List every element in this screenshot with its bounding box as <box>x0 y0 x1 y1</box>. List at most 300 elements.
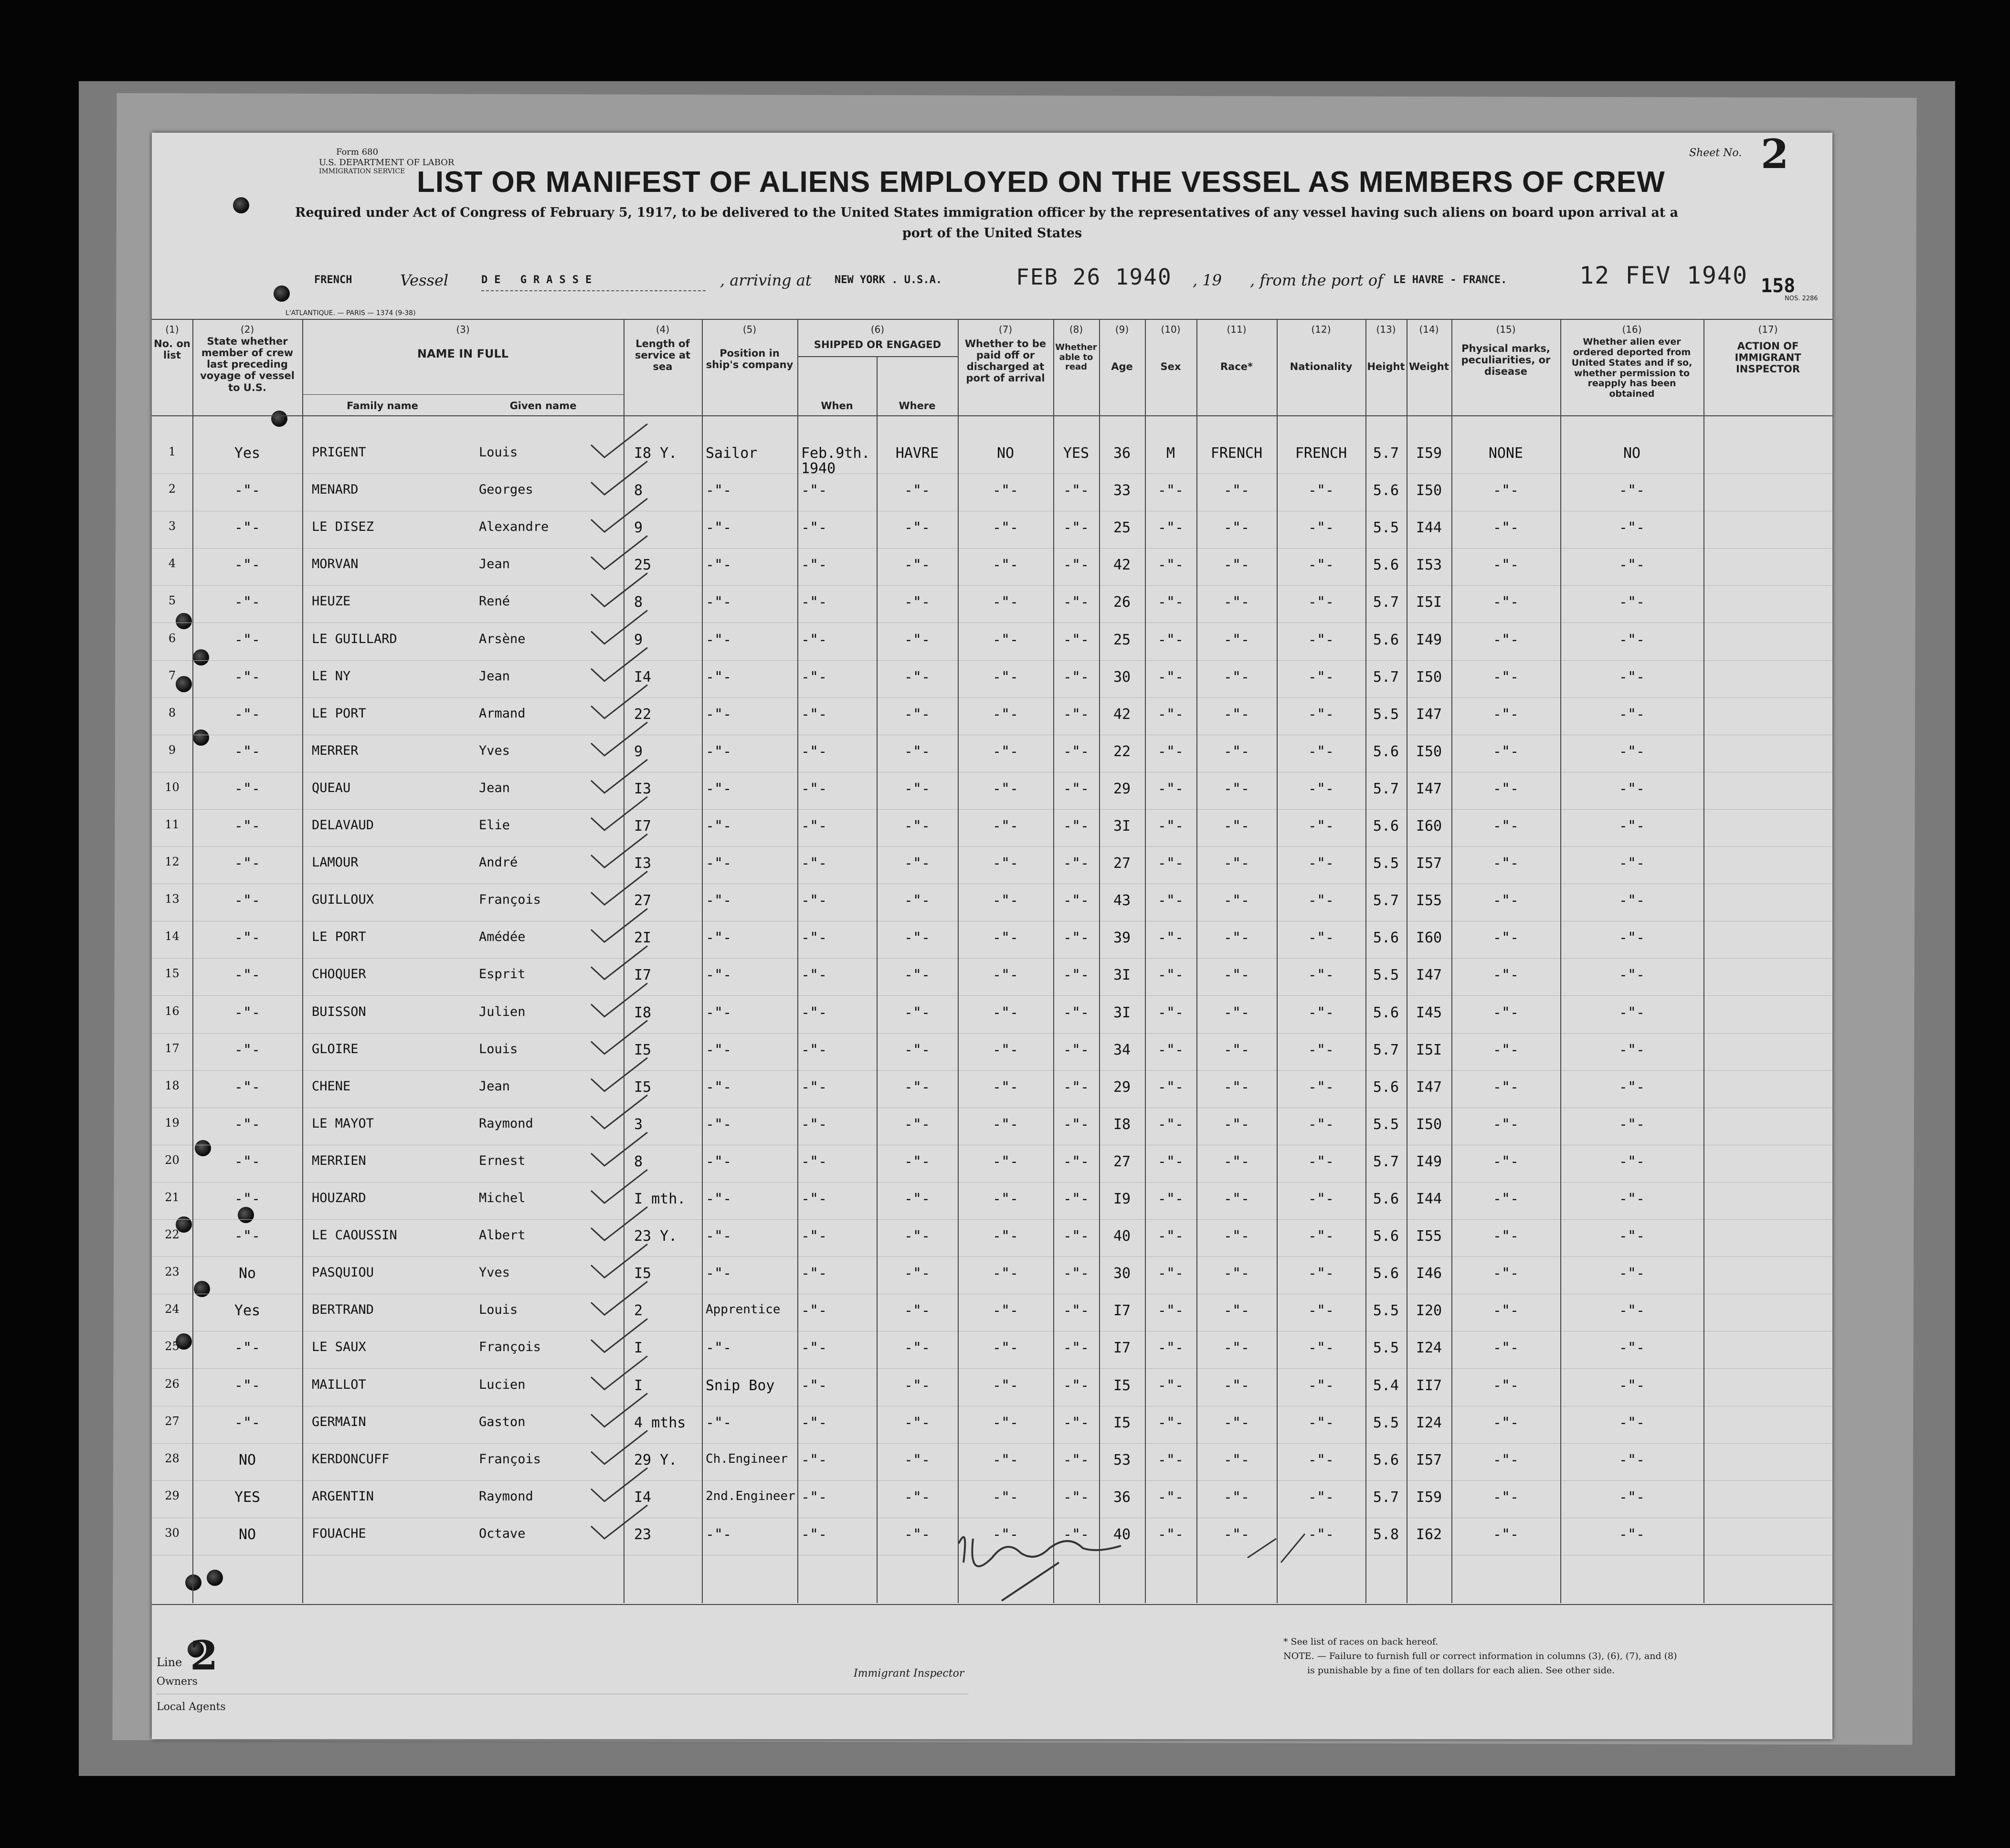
row-number: 24 <box>165 1302 180 1316</box>
able-to-read-cell: -"- <box>1063 1116 1090 1133</box>
physical-marks-cell: -"- <box>1492 743 1519 760</box>
sex-cell: -"- <box>1157 818 1184 834</box>
race-cell: -"- <box>1223 743 1250 760</box>
position-cell: -"- <box>706 557 732 574</box>
row-number: 16 <box>165 1004 180 1018</box>
age-cell: 43 <box>1113 892 1131 909</box>
paid-off-cell: -"- <box>992 855 1019 872</box>
family-name-cell: PRIGENT <box>312 445 366 460</box>
height-cell: 5.6 <box>1373 1078 1399 1096</box>
weight-cell: I49 <box>1416 1153 1442 1170</box>
able-to-read-cell: -"- <box>1063 967 1090 984</box>
weight-cell: I59 <box>1416 1489 1442 1506</box>
check-mark <box>591 1431 647 1464</box>
physical-marks-cell: -"- <box>1492 1489 1519 1506</box>
shipped-where-cell: -"- <box>904 743 931 760</box>
position-cell: Apprentice <box>706 1302 781 1317</box>
penalty-note-2: is punishable by a fine of ten dollars for each alien. See other side. <box>1307 1665 1615 1676</box>
race-cell: -"- <box>1223 594 1250 611</box>
sex-cell: -"- <box>1157 594 1184 611</box>
position-cell: -"- <box>706 1004 732 1021</box>
race-cell: -"- <box>1223 1078 1250 1096</box>
given-name-cell: André <box>479 855 518 870</box>
family-name-cell: LE DISEZ <box>312 519 374 535</box>
able-to-read-cell: -"- <box>1063 1526 1090 1543</box>
shipped-where-cell: -"- <box>904 594 931 611</box>
height-cell: 5.6 <box>1373 743 1399 760</box>
deported-cell: -"- <box>1619 1377 1645 1394</box>
col-9-header: Age <box>1111 361 1133 372</box>
age-cell: 3I <box>1113 818 1131 834</box>
service-length-cell: I5 <box>634 1078 652 1096</box>
height-cell: 5.6 <box>1373 1004 1399 1021</box>
previous-voyage-cell: NO <box>238 1526 256 1543</box>
given-name-cell: François <box>479 1451 541 1467</box>
line-name: FRENCH <box>314 274 352 286</box>
nationality-cell: -"- <box>1308 1451 1334 1468</box>
sex-cell: -"- <box>1157 519 1184 537</box>
able-to-read-cell: -"- <box>1063 557 1090 574</box>
arrival-port: NEW YORK . U.S.A. <box>835 274 942 286</box>
shipped-when-cell: -"- <box>801 1489 827 1506</box>
paid-off-cell: -"- <box>992 743 1019 760</box>
check-mark <box>591 573 647 606</box>
check-mark <box>591 498 647 532</box>
service-length-cell: I mth. <box>634 1191 686 1207</box>
given-name-cell: Jean <box>479 557 510 572</box>
physical-marks-cell: -"- <box>1492 1116 1519 1133</box>
weight-cell: I45 <box>1416 1004 1442 1021</box>
weight-cell: I50 <box>1416 482 1442 499</box>
previous-voyage-cell: -"- <box>234 1004 261 1021</box>
service-length-cell: 8 <box>634 1153 643 1170</box>
service-length-cell: 2I <box>634 929 652 947</box>
weight-cell: I47 <box>1416 706 1442 723</box>
service-length-cell: 2 <box>634 1302 643 1320</box>
given-name-cell: Georges <box>479 482 533 497</box>
check-mark <box>591 536 647 569</box>
race-cell: -"- <box>1223 967 1250 984</box>
row-number: 18 <box>165 1078 180 1092</box>
given-name-cell: Michel <box>479 1191 526 1205</box>
position-cell: -"- <box>706 743 732 760</box>
race-cell: -"- <box>1223 1302 1250 1320</box>
sex-cell: -"- <box>1157 1414 1184 1431</box>
shipped-where-cell: -"- <box>904 1302 931 1320</box>
able-to-read-cell: -"- <box>1063 1265 1090 1282</box>
row-number: 19 <box>165 1116 180 1130</box>
service-length-cell: 8 <box>634 594 643 611</box>
given-name-cell: Ernest <box>479 1153 526 1168</box>
previous-voyage-cell: -"- <box>234 1340 261 1357</box>
able-to-read-cell: -"- <box>1063 706 1090 723</box>
sex-cell: -"- <box>1157 892 1184 909</box>
col-6-header: SHIPPED OR ENGAGED <box>814 339 942 350</box>
height-cell: 5.5 <box>1373 706 1399 723</box>
form-number: Form 680 <box>336 147 379 157</box>
service-length-cell: 9 <box>634 519 643 537</box>
col-1-header: No. on list <box>154 338 190 361</box>
position-cell: Ch.Engineer <box>706 1451 788 1466</box>
service-length-cell: 23 Y. <box>634 1228 677 1245</box>
physical-marks-cell: -"- <box>1492 929 1519 947</box>
age-cell: 29 <box>1113 780 1131 797</box>
family-name-cell: MERRIEN <box>312 1153 366 1168</box>
shipped-where-cell: -"- <box>904 818 931 834</box>
given-name-cell: Albert <box>479 1228 526 1243</box>
shipped-where-cell: -"- <box>904 1377 931 1394</box>
col-11-header: Race* <box>1220 361 1253 372</box>
nationality-cell: -"- <box>1308 1414 1334 1431</box>
given-name-cell: Amédée <box>479 929 526 945</box>
weight-cell: I47 <box>1416 967 1442 984</box>
row-number: 15 <box>165 967 180 981</box>
shipped-when-year-cell: 1940 <box>801 460 836 477</box>
service-length-cell: I8 Y. <box>634 445 677 462</box>
shipped-where-cell: -"- <box>904 668 931 686</box>
check-mark <box>591 611 647 644</box>
deported-cell: -"- <box>1619 1451 1645 1468</box>
previous-voyage-cell: -"- <box>234 1153 261 1170</box>
weight-cell: I55 <box>1416 892 1442 909</box>
nationality-cell: -"- <box>1308 706 1334 723</box>
age-cell: 53 <box>1113 1451 1131 1468</box>
shipped-where-cell: HAVRE <box>895 445 939 462</box>
physical-marks-cell: -"- <box>1492 1340 1519 1357</box>
sex-cell: -"- <box>1157 1265 1184 1282</box>
previous-voyage-cell: Yes <box>234 1302 261 1320</box>
check-mark <box>591 1505 647 1539</box>
deported-cell: -"- <box>1619 855 1645 872</box>
paid-off-cell: -"- <box>992 706 1019 723</box>
given-name-cell: Yves <box>479 743 510 758</box>
paid-off-cell: -"- <box>992 631 1019 648</box>
row-number: 30 <box>165 1526 180 1540</box>
weight-cell: I49 <box>1416 631 1442 648</box>
age-cell: I7 <box>1113 1340 1131 1357</box>
where-header: Where <box>899 400 936 412</box>
nationality-cell: FRENCH <box>1295 445 1347 462</box>
shipped-when-cell: -"- <box>801 1265 827 1282</box>
sex-cell: -"- <box>1157 743 1184 760</box>
height-cell: 5.7 <box>1373 1041 1399 1058</box>
col-4-header: Length of service at sea <box>635 338 691 373</box>
deported-cell: -"- <box>1619 1078 1645 1096</box>
manifest-sheet <box>152 130 1832 1739</box>
line-number: 2 <box>190 1632 218 1679</box>
previous-voyage-cell: -"- <box>234 780 261 797</box>
physical-marks-cell: -"- <box>1492 818 1519 834</box>
nationality-cell: -"- <box>1308 1489 1334 1506</box>
position-cell: -"- <box>706 929 732 947</box>
arriving-label: , arriving at <box>720 271 812 289</box>
physical-marks-cell: -"- <box>1492 706 1519 723</box>
physical-marks-cell: -"- <box>1492 482 1519 499</box>
family-name-cell: HEUZE <box>312 594 351 609</box>
nationality-cell: -"- <box>1308 668 1334 686</box>
position-cell: -"- <box>706 1228 732 1245</box>
departure-date-stamp: 12 FEV 1940 <box>1579 262 1748 289</box>
deported-cell: -"- <box>1619 1191 1645 1207</box>
age-cell: I5 <box>1113 1414 1131 1431</box>
col-12-header: Nationality <box>1290 361 1353 372</box>
given-name-cell: Esprit <box>479 967 526 982</box>
sheet-label: Sheet No. <box>1689 147 1742 159</box>
check-mark <box>591 424 647 457</box>
physical-marks-cell: -"- <box>1492 855 1519 872</box>
paid-off-cell: -"- <box>992 1228 1019 1245</box>
height-cell: 5.6 <box>1373 818 1399 834</box>
shipped-when-cell: -"- <box>801 1078 827 1096</box>
family-name-cell: LAMOUR <box>312 855 359 870</box>
previous-voyage-cell: -"- <box>234 668 261 686</box>
col-3-number: (3) <box>456 324 470 335</box>
family-name-cell: LE PORT <box>312 929 366 945</box>
col-1-number: (1) <box>165 324 179 335</box>
previous-voyage-cell: -"- <box>234 706 261 723</box>
printer-imprint: L'ATLANTIQUE. — PARIS — 1374 (9-38) <box>286 309 416 317</box>
shipped-where-cell: -"- <box>904 967 931 984</box>
deported-cell: -"- <box>1619 631 1645 648</box>
service-length-cell: 23 <box>634 1526 652 1543</box>
able-to-read-cell: -"- <box>1063 780 1090 797</box>
row-number: 26 <box>165 1377 180 1391</box>
shipped-where-cell: -"- <box>904 1265 931 1282</box>
service-length-cell: 4 mths <box>634 1414 686 1431</box>
physical-marks-cell: -"- <box>1492 1265 1519 1282</box>
row-number: 8 <box>168 706 176 719</box>
sex-cell: -"- <box>1157 557 1184 574</box>
given-name-cell: René <box>479 594 510 609</box>
paid-off-cell: -"- <box>992 818 1019 834</box>
col-7-header: Whether to be paid off or discharged at port of arrival <box>964 338 1047 384</box>
position-cell: -"- <box>706 1414 732 1431</box>
race-cell: -"- <box>1223 1041 1250 1058</box>
nationality-cell: -"- <box>1308 482 1334 499</box>
family-name-cell: GUILLOUX <box>312 892 374 908</box>
shipped-when-cell: -"- <box>801 594 827 611</box>
given-name-cell: Armand <box>479 706 526 721</box>
col-17-number: (17) <box>1758 324 1778 335</box>
height-cell: 5.5 <box>1373 519 1399 537</box>
race-cell: -"- <box>1223 929 1250 947</box>
family-name-header: Family name <box>347 400 418 412</box>
able-to-read-cell: -"- <box>1063 818 1090 834</box>
given-name-cell: Lucien <box>479 1377 526 1392</box>
race-cell: -"- <box>1223 706 1250 723</box>
shipped-when-cell: -"- <box>801 743 827 760</box>
previous-voyage-cell: -"- <box>234 1414 261 1431</box>
shipped-when-cell: -"- <box>801 1302 827 1320</box>
family-name-cell: BUISSON <box>312 1004 366 1019</box>
previous-voyage-cell: -"- <box>234 631 261 648</box>
weight-cell: I60 <box>1416 929 1442 947</box>
service-length-cell: 9 <box>634 743 643 760</box>
paid-off-cell: -"- <box>992 1489 1019 1506</box>
family-name-cell: MERRER <box>312 743 359 758</box>
check-mark <box>591 1394 647 1427</box>
check-mark <box>591 1281 647 1315</box>
height-cell: 5.6 <box>1373 557 1399 574</box>
physical-marks-cell: -"- <box>1492 519 1519 537</box>
check-mark <box>591 1356 647 1390</box>
able-to-read-cell: -"- <box>1063 668 1090 686</box>
sex-cell: M <box>1166 445 1175 462</box>
deported-cell: -"- <box>1619 929 1645 947</box>
shipped-where-cell: -"- <box>904 557 931 574</box>
race-cell: -"- <box>1223 1116 1250 1133</box>
weight-cell: I47 <box>1416 1078 1442 1096</box>
row-number: 13 <box>165 892 180 906</box>
age-cell: 3I <box>1113 1004 1131 1021</box>
col-14-number: (14) <box>1419 324 1439 335</box>
position-cell: -"- <box>706 967 732 984</box>
race-cell: -"- <box>1223 892 1250 909</box>
previous-voyage-cell: -"- <box>234 1041 261 1058</box>
age-cell: I7 <box>1113 1302 1131 1320</box>
able-to-read-cell: YES <box>1063 445 1090 462</box>
paid-off-cell: -"- <box>992 1191 1019 1207</box>
shipped-where-cell: -"- <box>904 1153 931 1170</box>
row-number: 9 <box>168 743 176 757</box>
sex-cell: -"- <box>1157 1153 1184 1170</box>
check-mark <box>591 461 647 495</box>
nationality-cell: -"- <box>1308 557 1334 574</box>
previous-voyage-cell: -"- <box>234 892 261 909</box>
given-name-cell: Arsène <box>479 631 526 646</box>
nationality-cell: -"- <box>1308 631 1334 648</box>
shipped-where-cell: -"- <box>904 519 931 537</box>
physical-marks-cell: -"- <box>1492 1414 1519 1431</box>
shipped-when-cell: -"- <box>801 557 827 574</box>
service-length-cell: 25 <box>634 557 652 574</box>
weight-cell: I44 <box>1416 1191 1442 1207</box>
age-cell: 36 <box>1113 1489 1131 1506</box>
race-cell: -"- <box>1223 557 1250 574</box>
manifest-subtitle-1: Required under Act of Congress of February 5, 1917, to be delivered to the United States immigration officer by the representatives of any vessel having such aliens on board upon arrival at a <box>295 205 1679 220</box>
height-cell: 5.6 <box>1373 1265 1399 1282</box>
height-cell: 5.6 <box>1373 482 1399 499</box>
previous-voyage-cell: -"- <box>234 557 261 574</box>
col-2-header: State whether member of crew last preceding voyage of vessel to U.S. <box>200 336 295 393</box>
position-cell: -"- <box>706 1340 732 1357</box>
family-name-cell: LE PORT <box>312 706 366 721</box>
service-length-cell: 27 <box>634 892 652 909</box>
sex-cell: -"- <box>1157 482 1184 499</box>
family-name-cell: BERTRAND <box>312 1302 374 1318</box>
col-5-header: Position in ship's company <box>706 348 793 371</box>
shipped-where-cell: -"- <box>904 1340 931 1357</box>
given-name-cell: Yves <box>479 1265 510 1280</box>
family-name-cell: MORVAN <box>312 557 359 572</box>
sex-cell: -"- <box>1157 1302 1184 1320</box>
shipped-when-cell: -"- <box>801 1004 827 1021</box>
paid-off-cell: -"- <box>992 1414 1019 1431</box>
vessel-name: DE GRASSE <box>481 274 599 286</box>
height-cell: 5.5 <box>1373 1302 1399 1320</box>
deported-cell: -"- <box>1619 482 1645 499</box>
nationality-cell: -"- <box>1308 855 1334 872</box>
height-cell: 5.6 <box>1373 1191 1399 1207</box>
race-cell: FRENCH <box>1210 445 1263 462</box>
position-cell: -"- <box>706 818 732 834</box>
sex-cell: -"- <box>1157 1526 1184 1543</box>
col-16-header: Whether alien ever ordered deported from United States and if so, whether permission to reapply has been obtained <box>1571 337 1693 400</box>
check-mark <box>591 1021 647 1054</box>
annotation-overlay <box>152 133 1832 1739</box>
weight-cell: I47 <box>1416 780 1442 797</box>
check-mark <box>591 685 647 718</box>
previous-voyage-cell: -"- <box>234 1228 261 1245</box>
height-cell: 5.6 <box>1373 631 1399 648</box>
nationality-cell: -"- <box>1308 1377 1334 1394</box>
family-name-cell: CHENE <box>312 1078 351 1094</box>
height-cell: 5.7 <box>1373 1153 1399 1170</box>
height-cell: 5.5 <box>1373 855 1399 872</box>
position-cell: 2nd.Engineer <box>706 1489 795 1503</box>
row-number: 1 <box>168 445 176 458</box>
service-length-cell: I7 <box>634 818 652 834</box>
paid-off-cell: -"- <box>992 1265 1019 1282</box>
year-label: , 19 <box>1193 271 1222 289</box>
age-cell: I8 <box>1113 1116 1131 1133</box>
age-cell: 25 <box>1113 631 1131 648</box>
service-length-cell: I5 <box>634 1265 652 1282</box>
height-cell: 5.7 <box>1373 892 1399 909</box>
family-name-cell: LE CAOUSSIN <box>312 1228 397 1243</box>
deported-cell: -"- <box>1619 706 1645 723</box>
age-cell: I9 <box>1113 1191 1131 1207</box>
nationality-cell: -"- <box>1308 780 1334 797</box>
race-cell: -"- <box>1223 1004 1250 1021</box>
row-number: 22 <box>165 1228 180 1242</box>
deported-cell: -"- <box>1619 1004 1645 1021</box>
sex-cell: -"- <box>1157 1191 1184 1207</box>
service-length-cell: I <box>634 1340 643 1357</box>
row-number: 4 <box>168 557 176 570</box>
row-number: 23 <box>165 1265 180 1279</box>
sex-cell: -"- <box>1157 1116 1184 1133</box>
sex-cell: -"- <box>1157 1340 1184 1357</box>
nationality-cell: -"- <box>1308 1153 1334 1170</box>
weight-cell: II7 <box>1416 1377 1442 1394</box>
physical-marks-cell: -"- <box>1492 1041 1519 1058</box>
check-mark <box>591 908 647 942</box>
physical-marks-cell: -"- <box>1492 780 1519 797</box>
paid-off-cell: -"- <box>992 1078 1019 1096</box>
given-name-header: Given name <box>509 400 577 412</box>
position-cell: -"- <box>706 482 732 499</box>
paid-off-cell: -"- <box>992 929 1019 947</box>
physical-marks-cell: -"- <box>1492 668 1519 686</box>
deported-cell: -"- <box>1619 1041 1645 1058</box>
row-number: 14 <box>165 929 180 943</box>
race-cell: -"- <box>1223 1228 1250 1245</box>
col-14-header: Weight <box>1409 361 1449 372</box>
col-8-number: (8) <box>1069 324 1083 335</box>
able-to-read-cell: -"- <box>1063 1489 1090 1506</box>
weight-cell: I20 <box>1416 1302 1442 1320</box>
nationality-cell: -"- <box>1308 1004 1334 1021</box>
nationality-cell: -"- <box>1308 594 1334 611</box>
family-name-cell: HOUZARD <box>312 1191 366 1205</box>
paid-off-cell: -"- <box>992 482 1019 499</box>
shipped-where-cell: -"- <box>904 1191 931 1207</box>
sheet-number: 2 <box>1761 130 1789 178</box>
race-cell: -"- <box>1223 1191 1250 1207</box>
service-name: IMMIGRATION SERVICE <box>319 168 405 176</box>
able-to-read-cell: -"- <box>1063 743 1090 760</box>
